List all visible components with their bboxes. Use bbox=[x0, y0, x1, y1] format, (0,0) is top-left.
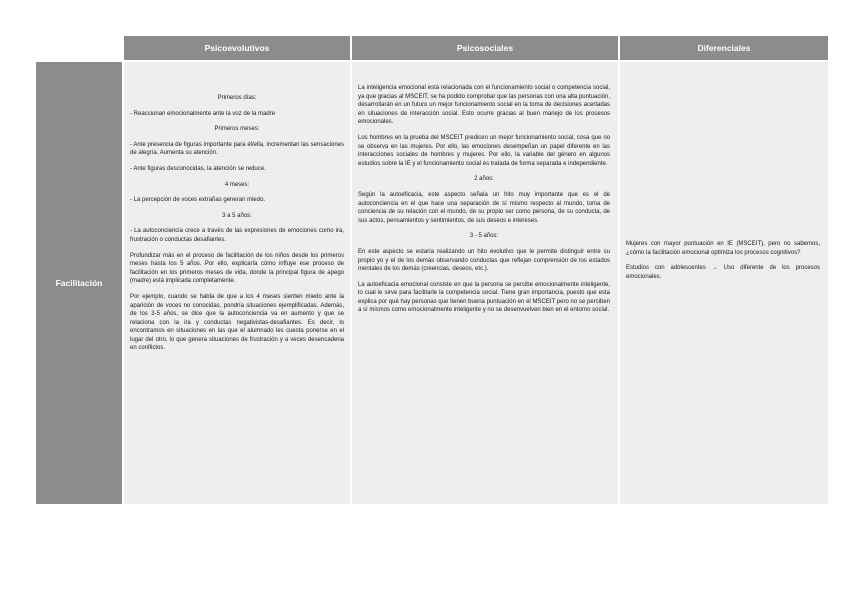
paragraph: Primeros días: bbox=[217, 95, 257, 101]
cell-psicoevolutivos bbox=[124, 62, 350, 504]
paragraph: En este aspecto se estaría realizando un hito evolutivo que le permite distinguir entre su propio yo y el de los demás observando conductas que reflejan comprensión de los estados mentales de los demás (creencias, deseos, etc.). bbox=[358, 248, 610, 273]
paragraph: - La autoconciencia crece a través de las expresiones de emociones como ira, frustración o conductas desafiantes. bbox=[130, 228, 344, 243]
header-diferenciales: Diferenciales bbox=[620, 36, 828, 60]
cell-diferenciales bbox=[620, 62, 828, 504]
paragraph: - Ante presencia de figuras importante para él/ella, incrementan las sensaciones de alegría. Aumenta su atención. bbox=[130, 141, 344, 157]
paragraph: - Reaccionan emocionalmente ante la voz de la madre bbox=[130, 110, 276, 117]
paragraph: Por ejemplo, cuando se habla de que a los 4 meses sienten miedo ante la aparición de voces no conocidas, pondría situaciones ejemplificadas. Además, de los 3-5 años, se dice que la autoconciencia va en aumento y que se relaciona con la ira y conductas negativistas-desafiantes. Es decir, lo encontramos en situaciones en las que el alumnado les cuesta ponerse en el lugar del otro, lo que genera situaciones de frustración y a veces desencadena en conflictos. bbox=[130, 293, 344, 352]
header-psicosociales: Psicosociales bbox=[352, 36, 618, 60]
paragraph: Primeros meses: bbox=[214, 126, 260, 133]
paragraph: - La percepción de voces extrañas generan miedo. bbox=[130, 197, 266, 204]
paragraph: La autoeficacia emocional consiste en que la persona se percibe emocionalmente inteligente, lo cual le sirve para facilitarle la competencia social. Tiene gran importancia, puesto que esta explica por qué hay personas que tienen buena puntuación en el MSCEIT pero no se perciben a sí mismos como emocionalmente inteligente y no se desenvuelven bien en el entorno social. bbox=[358, 281, 610, 314]
paragraph: Estudios con adolescentes → Uso diferente de los procesos emocionales. bbox=[626, 265, 820, 280]
paragraph: 2 años: bbox=[474, 176, 494, 183]
paragraph: Los hombres en la prueba del MSCEIT predicen un mejor funcionamiento social, cosa que no se observa en las mujeres. Por ello, las emociones desempeñan un papel diferente en las interacciones sociales de hombres y mujeres. Por ello, la variable del género en algunos estudios sobre la IE y el funcionamiento social es tratada de forma separada e independiente. bbox=[358, 134, 610, 167]
header-blank-cell bbox=[36, 36, 122, 60]
row-label-facilitacion: Facilitación bbox=[36, 62, 122, 504]
header-psicoevolutivos: Psicoevolutivos bbox=[124, 36, 350, 60]
paragraph: 3 a 5 años: bbox=[222, 212, 252, 219]
paragraph: Según la autoeficacia, este aspecto señala un hito muy importante que es el de autoconciencia en el que hace una separación de sí mismo respecto al mundo, toma de conciencia de su relación con el mundo, de su propio ser como persona, de su conducta, de sus actos, pensamientos y sentimientos, de sus deseos e intereses. bbox=[358, 191, 610, 224]
paragraph: La inteligencia emocional está relacionada con el funcionamiento social o competencia social, ya que gracias al MSCEIT, se ha podido comprobar que las personas con una alta puntuación, desarrollarán en un futuro un mejor funcionamiento social en la toma de decisiones acertadas en situaciones de interacción social. Esto ocurre gracias al buen manejo de los procesos emocionales. bbox=[358, 85, 610, 126]
paragraph: 3 - 5 años: bbox=[469, 233, 499, 240]
paragraph: Mujeres con mayor puntuación en IE (MSCEIT), pero no sabemos, ¿cómo la facilitación emocional optimiza los procesos cognitivos? bbox=[626, 241, 820, 256]
paragraph: 4 meses: bbox=[224, 181, 250, 188]
paragraph: Profundizar más en el proceso de facilitación de los niños desde los primeros meses hasta los 5 años. Por ello, explicaría cómo influye ese proceso de facilitación en los primeros meses de vida, donde la principal figura de apego (madre) está implicada completamente. bbox=[130, 252, 344, 285]
cell-psicosociales bbox=[352, 62, 618, 504]
paragraph: - Ante figuras desconocidas, la atención se reduce. bbox=[130, 165, 266, 172]
